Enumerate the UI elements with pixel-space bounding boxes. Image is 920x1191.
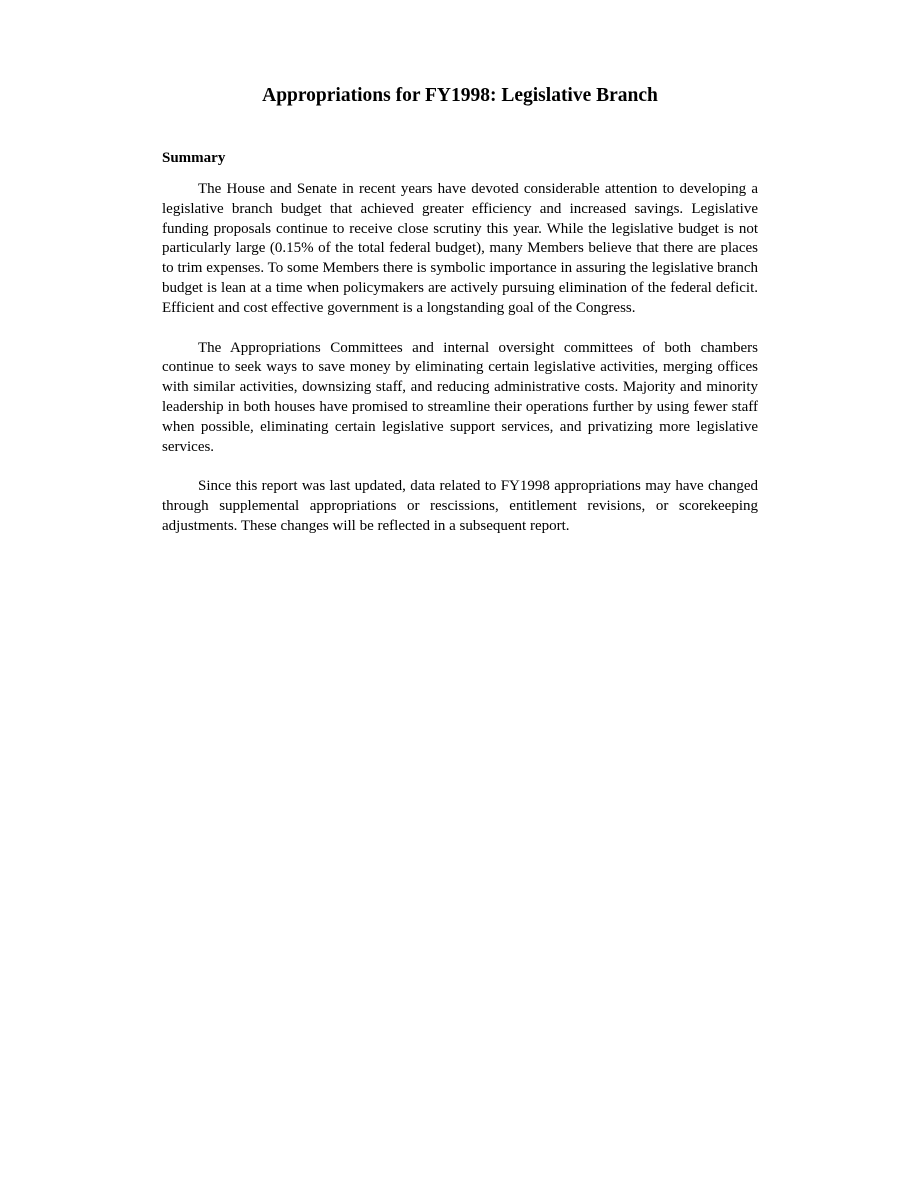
summary-paragraph-1: The House and Senate in recent years have devoted considerable attention to developing a legislative branch budget that achieved greater efficiency and increased savings. Legislative funding proposals continue to receive close scrutiny this year. While the legislative budget is not particularly large (0.15% of the total federal budget), many Members believe that there are places to trim expenses. To some Members there is symbolic importance in assuring the legislative branch budget is lean at a time when policymakers are actively pursuing elimination of the federal deficit. Efficient and cost effective government is a longstanding goal of the Congress. (162, 181, 758, 316)
section-heading-summary: Summary (162, 150, 226, 166)
summary-paragraph-2: The Appropriations Committees and internal oversight committees of both chambers continue to seek ways to save money by eliminating certain legislative activities, merging offices with similar activities, downsizing staff, and reducing administrative costs. Majority and minority leadership in both houses have promised to streamline their operations further by using fewer staff when possible, eliminating certain legislative support services, and privatizing more legislative services. (162, 339, 758, 455)
document-page (162, 82, 758, 537)
document-title: Appropriations for FY1998: Legislative Branch (262, 85, 658, 106)
summary-paragraph-3: Since this report was last updated, data related to FY1998 appropriations may have changed through supplemental appropriations or rescissions, entitlement revisions, or scorekeeping adjustments. These changes will be reflected in a subsequent report. (162, 478, 758, 534)
